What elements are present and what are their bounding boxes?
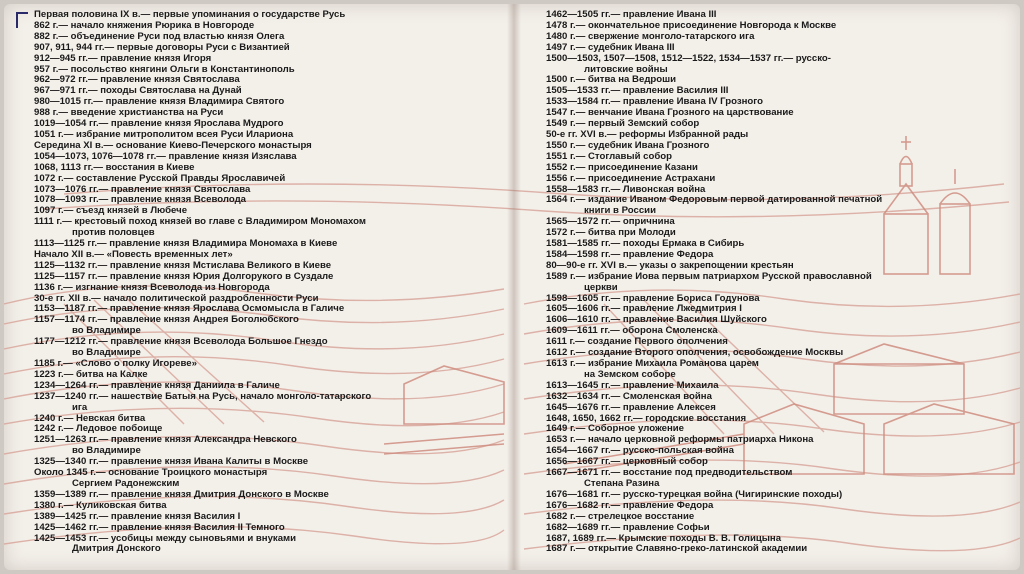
timeline-entry-continuation: во Владимире <box>72 446 141 457</box>
timeline-entry: 1068, 1113 гг.— восстания в Киеве <box>34 162 195 173</box>
timeline-entry: 962—972 гг.— правление князя Святослава <box>34 75 240 86</box>
timeline-entry: 1153—1187 гг.— правление князя Ярослава Осмомысла в Галиче <box>34 304 345 315</box>
timeline-entry: 1648, 1650, 1662 гг.— городские восстания <box>546 413 747 424</box>
timeline-entry: 1581—1585 гг.— походы Ермака в Сибирь <box>546 239 745 250</box>
timeline-entry: 1019—1054 гг.— правление князя Ярослава Мудрого <box>34 119 284 130</box>
timeline-entry-continuation: Дмитрия Донского <box>72 544 161 555</box>
timeline-entry: 1251—1263 гг.— правление князя Александра Невского <box>34 435 297 446</box>
timeline-entry: 1612 г.— создание Второго ополчения, освобождение Москвы <box>546 348 844 359</box>
timeline-entry: 1462—1505 гг.— правление Ивана III <box>546 10 717 20</box>
timeline-entry: 1632—1634 гг.— Смоленская война <box>546 391 712 402</box>
timeline-entry: 1609—1611 гг.— оборона Смоленска <box>546 326 718 337</box>
timeline-entry: 1613 г.— избрание Михаила Романова царем <box>546 359 759 369</box>
timeline-entry: 1325—1340 гг.— правление князя Ивана Калиты в Москве <box>34 457 309 468</box>
timeline-entry: 1072 г.— составление Русской Правды Ярославичей <box>34 173 286 184</box>
timeline-entry: 1549 г.— первый Земский собор <box>546 119 700 130</box>
timeline-entry: 1051 г.— избрание митрополитом всея Руси Илариона <box>34 129 294 140</box>
timeline-entry-continuation: на Земском соборе <box>584 369 676 380</box>
timeline-entry-continuation: книги в России <box>584 206 656 217</box>
timeline-entry: 1136 г.— изгнание князя Всеволода из Новгорода <box>34 282 270 293</box>
timeline-entry: Около 1345 г.— основание Троицкого монастыря <box>34 468 268 479</box>
timeline-entry: 862 г.— начало княжения Рюрика в Новгороде <box>34 20 255 31</box>
timeline-entry: 1380 г.— Куликовская битва <box>34 500 167 511</box>
timeline-entry: 988 г.— введение христианства на Руси <box>34 108 224 119</box>
timeline-entry: 1425—1453 гг.— усобицы между сыновьями и внуками <box>34 533 297 544</box>
timeline-entry: 1551 г.— Стоглавый собор <box>546 151 673 162</box>
timeline-entry-continuation: литовские войны <box>584 64 668 75</box>
timeline-entry: 1359—1389 гг.— правление князя Дмитрия Донского в Москве <box>34 489 329 500</box>
timeline-entry: 1500 г.— битва на Ведроши <box>546 75 677 86</box>
timeline-entry: 1613—1645 гг.— правление Михаила <box>546 380 719 391</box>
left-page <box>34 10 494 555</box>
timeline-entry: 1242 г.— Ледовое побоище <box>34 424 163 435</box>
timeline-entry: 1073—1076 гг.— правление князя Святослава <box>34 184 251 195</box>
timeline-entry-continuation: Степана Разина <box>584 478 660 489</box>
timeline-entry: 1113—1125 гг.— правление князя Владимира Мономаха в Киеве <box>34 239 338 250</box>
timeline-entry: 1687 г.— открытие Славяно-греко-латинской академии <box>546 544 808 555</box>
timeline-entry-continuation: Сергием Радонежским <box>72 478 180 489</box>
timeline-entry: 1234—1264 гг.— правление князя Даниила в Галиче <box>34 380 280 391</box>
timeline-entry-continuation: во Владимире <box>72 326 141 337</box>
timeline-entry: 1478 г.— окончательное присоединение Новгорода к Москве <box>546 20 837 31</box>
timeline-entry: Начало XII в.— «Повесть временных лет» <box>34 249 233 260</box>
timeline-entry-continuation: церкви <box>584 282 618 293</box>
corner-bracket <box>16 12 28 28</box>
timeline-entry: 1572 г.— битва при Молоди <box>546 228 676 239</box>
timeline-entry: 967—971 гг.— походы Святослава на Дунай <box>34 86 242 97</box>
timeline-entry: 1556 г.— присоединение Астрахани <box>546 173 716 184</box>
timeline-entry: 1240 г.— Невская битва <box>34 413 146 424</box>
timeline-entry: 1654—1667 гг.— русско-польская война <box>546 446 734 457</box>
timeline-entry: 1505—1533 гг.— правление Василия III <box>546 86 729 97</box>
timeline-entry: 1533—1584 гг.— правление Ивана IV Грозного <box>546 97 764 108</box>
book-spread <box>4 4 1020 570</box>
timeline-entry: 1649 г.— Соборное уложение <box>546 424 685 435</box>
timeline-entry: 1645—1676 гг.— правление Алексея <box>546 402 716 413</box>
timeline-entry: 1223 г.— битва на Калке <box>34 369 148 380</box>
timeline-entry: 1389—1425 гг.— правление князя Василия I <box>34 511 241 522</box>
timeline-entry: 1676—1682 гг.— правление Федора <box>546 500 714 511</box>
timeline-entry: 1497 г.— судебник Ивана III <box>546 42 675 53</box>
timeline-entry: 1078—1093 гг.— правление князя Всеволода <box>34 195 247 206</box>
timeline-entry-continuation: во Владимире <box>72 348 141 359</box>
timeline-entry: 1682 г.— стрелецкое восстание <box>546 511 695 522</box>
timeline-entry: 1656—1667 гг.— церковный собор <box>546 457 708 468</box>
book-gutter <box>507 4 521 570</box>
timeline-entry: 1584—1598 гг.— правление Федора <box>546 249 714 260</box>
timeline-entry: 1500—1503, 1507—1508, 1512—1522, 1534—1537 гг.— русско- <box>546 53 831 64</box>
timeline-entry: 1589 г.— избрание Иова первым патриархом Русской православной <box>546 271 872 282</box>
timeline-entry: Первая половина IX в.— первые упоминания о государстве Русь <box>34 10 346 20</box>
timeline-entry: 1177—1212 гг.— правление князя Всеволода Большое Гнездо <box>34 337 328 348</box>
timeline-entry: 1054—1073, 1076—1078 гг.— правление князя Изяслава <box>34 151 297 162</box>
timeline-entry: 1611 г.— создание Первого ополчения <box>546 337 728 348</box>
timeline-entry: 30-е гг. XII в.— начало политической раздробленности Руси <box>34 293 319 304</box>
timeline-entry: 80—90-е гг. XVI в.— указы о закрепощении крестьян <box>546 260 794 271</box>
timeline-entry-continuation: ига <box>72 402 88 413</box>
timeline-entry: 1547 г.— венчание Ивана Грозного на царствование <box>546 108 794 119</box>
timeline-entry: 1653 г.— начало церковной реформы патриарха Никона <box>546 435 814 446</box>
timeline-entry: 1605—1606 гг.— правление Лжедмитрия I <box>546 304 742 315</box>
timeline-entry: 1157—1174 гг.— правление князя Андрея Боголюбского <box>34 315 299 326</box>
right-page <box>546 10 1006 555</box>
timeline-entry: 1667—1671 гг.— восстание под предводительством <box>546 468 793 479</box>
timeline-entry: 1237—1240 гг.— нашествие Батыя на Русь, начало монголо-татарского <box>34 391 372 402</box>
timeline-entry: 1185 г.— «Слово о полку Игореве» <box>34 359 197 369</box>
timeline-entry: 980—1015 гг.— правление князя Владимира Святого <box>34 97 285 108</box>
timeline-entry: 1687, 1689 гг.— Крымские походы В. В. Голицына <box>546 533 782 544</box>
timeline-entry: 1558—1583 гг.— Ливонская война <box>546 184 706 195</box>
timeline-entry: 907, 911, 944 гг.— первые договоры Руси с Византией <box>34 42 290 53</box>
timeline-entry: 912—945 гг.— правление князя Игоря <box>34 53 212 64</box>
timeline-entry: Середина XI в.— основание Киево-Печерского монастыря <box>34 140 312 151</box>
timeline-entry: 1565—1572 гг.— опричнина <box>546 217 675 228</box>
timeline-entry: 1111 г.— крестовый поход князей во главе с Владимиром Мономахом <box>34 217 366 228</box>
timeline-entry: 1564 г.— издание Иваном Федоровым первой датированной печатной <box>546 195 883 206</box>
timeline-entry: 1125—1132 гг.— правление князя Мстислава Великого в Киеве <box>34 260 332 271</box>
timeline-entry: 882 г.— объединение Руси под властью князя Олега <box>34 31 285 42</box>
timeline-entry: 50-е гг. XVI в.— реформы Избранной рады <box>546 129 749 140</box>
timeline-entry: 1097 г.— съезд князей в Любече <box>34 206 188 217</box>
timeline-entry: 1425—1462 гг.— правление князя Василия II Темного <box>34 522 285 533</box>
timeline-entry: 1598—1605 гг.— правление Бориса Годунова <box>546 293 760 304</box>
timeline-entry: 1552 г.— присоединение Казани <box>546 162 698 173</box>
timeline-entry: 1550 г.— судебник Ивана Грозного <box>546 140 710 151</box>
timeline-entry: 1682—1689 гг.— правление Софьи <box>546 522 710 533</box>
timeline-entry-continuation: против половцев <box>72 228 155 239</box>
timeline-entry: 1480 г.— свержение монголо-татарского ига <box>546 31 755 42</box>
timeline-entry: 1606—1610 гг.— правление Василия Шуйского <box>546 315 767 326</box>
timeline-entry: 957 г.— посольство княгини Ольги в Константинополь <box>34 64 295 75</box>
timeline-entry: 1676—1681 гг.— русско-турецкая война (Чигиринские походы) <box>546 489 843 500</box>
timeline-entry: 1125—1157 гг.— правление князя Юрия Долгорукого в Суздале <box>34 271 334 282</box>
